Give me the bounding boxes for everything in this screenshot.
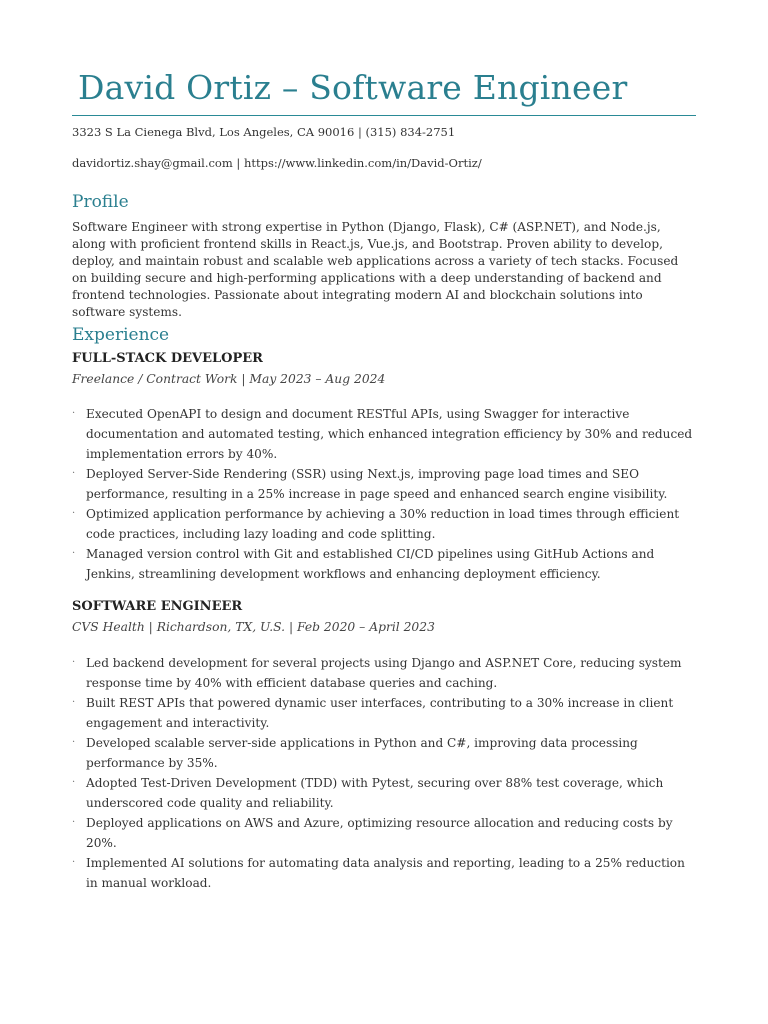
bullet-icon: · [72, 857, 76, 868]
bullet-text: Developed scalable server-side applications in Python and C#, improving data processing performance by 35%. [86, 736, 638, 770]
profile-summary: Software Engineer with strong expertise in Python (Django, Flask), C# (ASP.NET), and Node.js, along with proficient frontend skills in React.js, Vue.js, and Bootstrap. Proven ability to develop, deploy, and maintain robust and scalable web applications across a variety of tech stacks. Focused on building secure and high-performing applications with a deep understanding of backend and frontend technologies. Passionate about integrating modern AI and blockchain solutions into software systems. [72, 220, 679, 319]
email-linkedin-line: davidortiz.shay@gmail.com | https://www.linkedin.com/in/David-Ortiz/ [72, 156, 482, 170]
list-item [72, 813, 696, 853]
list-item [72, 464, 696, 504]
bullet-icon: · [72, 508, 76, 519]
bullet-icon: · [72, 468, 76, 479]
bullet-icon: · [72, 817, 76, 828]
page-title: David Ortiz – Software Engineer [78, 68, 628, 107]
header-divider [72, 115, 696, 116]
profile-heading: Profile [72, 192, 129, 212]
bullet-icon: · [72, 657, 76, 668]
bullet-text: Executed OpenAPI to design and document RESTful APIs, using Swagger for interactive documentation and automated testing, which enhanced integration efficiency by 30% and reduced implementation errors by 40%. [86, 407, 693, 461]
list-item [72, 733, 696, 773]
list-item [72, 404, 696, 464]
bullet-text: Deployed Server-Side Rendering (SSR) using Next.js, improving page load times and SEO performance, resulting in a 25% increase in page speed and enhanced search engine visibility. [86, 467, 668, 501]
bullet-icon: · [72, 737, 76, 748]
bullet-text: Led backend development for several projects using Django and ASP.NET Core, reducing system response time by 40% with efficient database queries and caching. [86, 656, 682, 690]
bullet-text: Implemented AI solutions for automating data analysis and reporting, leading to a 25% reduction in manual workload. [86, 856, 685, 890]
list-item [72, 773, 696, 813]
list-item [72, 504, 696, 544]
bullet-icon: · [72, 777, 76, 788]
job-meta: CVS Health | Richardson, TX, U.S. | Feb 2020 – April 2023 [72, 620, 435, 634]
list-item [72, 653, 696, 693]
bullet-text: Built REST APIs that powered dynamic user interfaces, contributing to a 30% increase in client engagement and interactivity. [86, 696, 674, 730]
list-item [72, 693, 696, 733]
address-phone-line: 3323 S La Cienega Blvd, Los Angeles, CA 90016 | (315) 834-2751 [72, 125, 456, 139]
bullet-icon: · [72, 697, 76, 708]
list-item [72, 853, 696, 893]
bullet-text: Optimized application performance by achieving a 30% reduction in load times through efficient code practices, including lazy loading and code splitting. [86, 507, 680, 541]
job-title: FULL-STACK DEVELOPER [72, 351, 263, 366]
list-item [72, 544, 696, 584]
bullet-text: Deployed applications on AWS and Azure, optimizing resource allocation and reducing costs by 20%. [86, 816, 673, 850]
experience-heading: Experience [72, 325, 170, 345]
job-meta: Freelance / Contract Work | May 2023 – Aug 2024 [72, 372, 386, 386]
job-bullet-list [72, 404, 696, 584]
bullet-text: Managed version control with Git and established CI/CD pipelines using GitHub Actions and Jenkins, streamlining development workflows and enhancing deployment efficiency. [86, 547, 655, 581]
bullet-text: Adopted Test-Driven Development (TDD) with Pytest, securing over 88% test coverage, which underscored code quality and reliability. [86, 776, 664, 810]
bullet-icon: · [72, 548, 76, 559]
bullet-icon: · [72, 408, 76, 419]
job-bullet-list [72, 653, 696, 893]
job-title: SOFTWARE ENGINEER [72, 599, 243, 614]
